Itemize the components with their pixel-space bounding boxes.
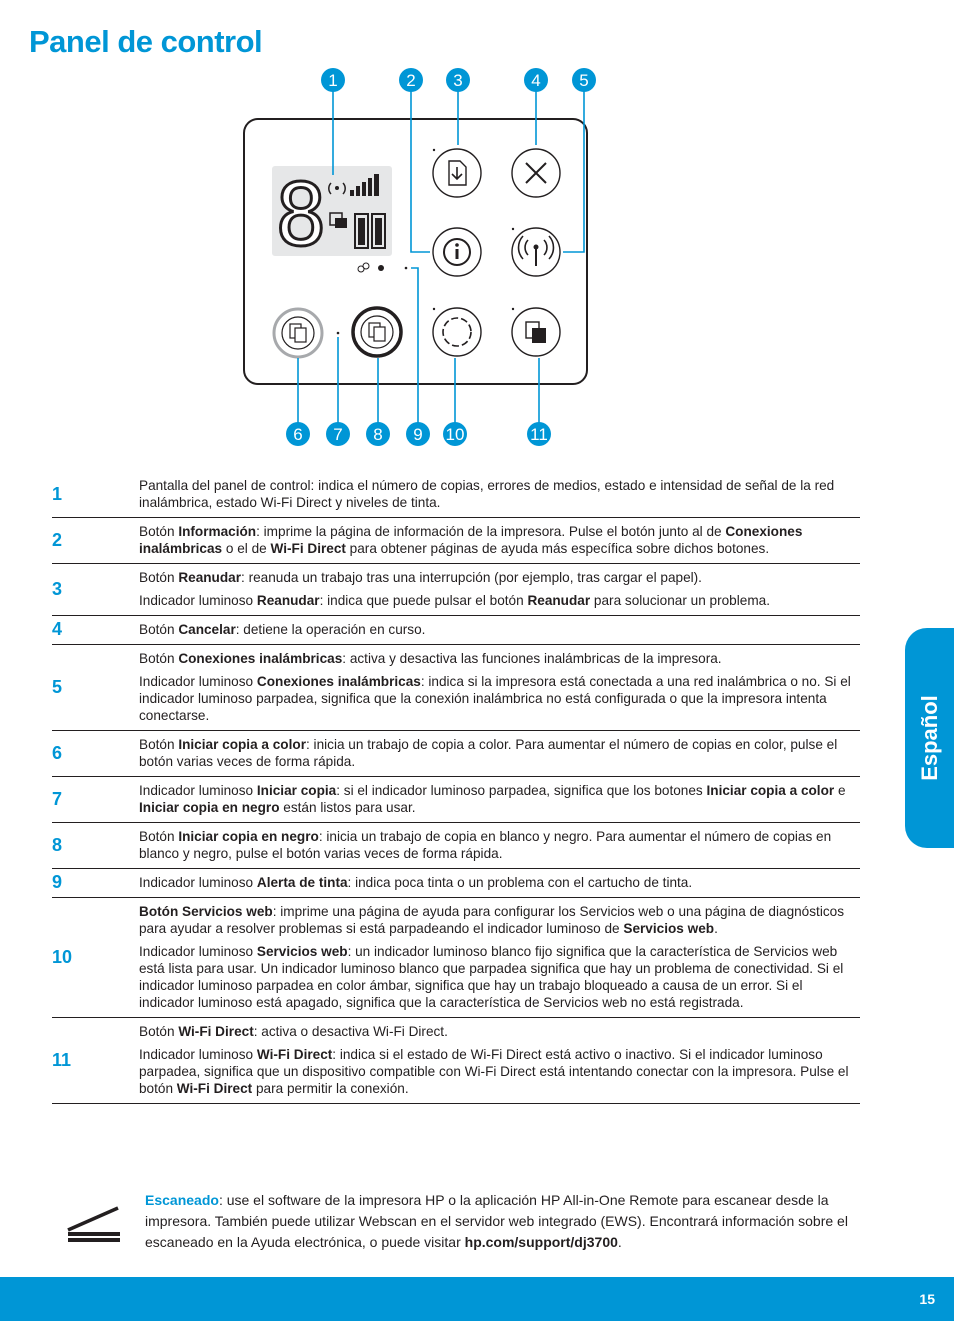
legend-row: [52, 645, 860, 731]
footer-bar: [0, 1277, 954, 1321]
legend-row: [52, 777, 860, 823]
legend-term: Información: [178, 524, 257, 539]
legend-number: 2: [52, 518, 139, 564]
legend-description: [139, 777, 860, 823]
svg-text:6: 6: [293, 425, 303, 444]
legend-number: 11: [52, 1018, 139, 1104]
legend-term: Iniciar copia en negro: [178, 829, 319, 844]
legend-text: Indicador luminoso: [139, 875, 257, 890]
start-copy-color-button[interactable]: [274, 309, 322, 357]
support-link[interactable]: hp.com/support/dj3700: [464, 1234, 618, 1250]
legend-number: 6: [52, 731, 139, 777]
svg-text:8: 8: [373, 425, 383, 444]
wifi-direct-button[interactable]: [512, 308, 560, 356]
callout-6: [286, 422, 310, 446]
svg-text:4: 4: [531, 71, 541, 90]
legend-paragraph: [139, 943, 860, 1011]
legend-term: Reanudar: [178, 570, 242, 585]
legend-term: Iniciar copia a color: [178, 737, 306, 752]
legend-description: [139, 898, 860, 1018]
callout-5: [572, 68, 596, 92]
wireless-button[interactable]: [512, 228, 560, 276]
legend-text: : inicia un trabajo de copia a color. Para aumentar el número de copias en color, pulse el botón varias veces de forma rápida.: [139, 737, 838, 769]
legend-text: Botón: [139, 1024, 179, 1039]
svg-text:2: 2: [406, 71, 416, 90]
svg-text:5: 5: [579, 71, 589, 90]
legend-term: Wi-Fi Direct: [176, 1081, 253, 1096]
callout-2: [399, 68, 423, 92]
legend-number: 9: [52, 869, 139, 898]
legend-text: : reanuda un trabajo tras una interrupción (por ejemplo, tras cargar el papel).: [241, 570, 702, 585]
callout-8: [366, 422, 390, 446]
callout-7: [326, 422, 350, 446]
callout-4: [524, 68, 548, 92]
legend-row: [52, 823, 860, 869]
legend-text: para obtener páginas de ayuda más específica sobre dichos botones.: [345, 541, 770, 556]
legend-text: Botón: [139, 829, 179, 844]
svg-text:11: 11: [530, 425, 548, 444]
legend-text: Indicador luminoso: [139, 674, 257, 689]
legend-term: Alerta de tinta: [256, 875, 348, 890]
legend-row: [52, 869, 860, 898]
legend-term: Conexiones inalámbricas: [178, 651, 343, 666]
legend-term: Wi-Fi Direct: [178, 1024, 254, 1039]
legend-description: [139, 869, 860, 898]
legend-number: 1: [52, 472, 139, 518]
legend-paragraph: [139, 650, 860, 667]
legend-paragraph: [139, 523, 860, 557]
legend-description: [139, 472, 860, 518]
legend-text: : un indicador luminoso blanco fijo significa que la característica de Servicios web está lista para usar. Un indicador luminoso blanco que parpadea significa que hay un problema de conectividad. Si el indicador luminoso parpadea en color ámbar, significa que hay un trabajo bloqueado a causa de un error. Si el indicador luminoso está apagado, significa que la característica de Servicios web no está registrada.: [139, 944, 844, 1010]
legend-text: : activa y desactiva las funciones inalámbricas de la impresora.: [342, 651, 722, 666]
svg-text:9: 9: [413, 425, 423, 444]
callout-10: [443, 422, 467, 446]
legend-number: 5: [52, 645, 139, 731]
legend-text: : imprime una página de ayuda para configurar los Servicios web o una página de diagnósticos para ayudar a resolver problemas si está parpadeando el indicador luminoso de: [139, 904, 844, 936]
page-number: 15: [919, 1291, 935, 1307]
legend-text: Botón: [139, 622, 179, 637]
legend-description: [139, 645, 860, 731]
legend-row: [52, 1018, 860, 1104]
legend-row: [52, 616, 860, 645]
legend-term: Wi-Fi Direct: [256, 1047, 333, 1062]
page-title: Panel de control: [29, 24, 263, 59]
legend-row: [52, 898, 860, 1018]
callout-9: [406, 422, 430, 446]
legend-term: Wi-Fi Direct: [270, 541, 346, 556]
legend-text: Botón: [139, 570, 179, 585]
legend-description: [139, 518, 860, 564]
legend-term: Servicios web: [623, 921, 715, 936]
legend-paragraph: [139, 569, 860, 586]
legend-text: Indicador luminoso: [139, 944, 257, 959]
legend-number: 4: [52, 616, 139, 645]
callout-3: [446, 68, 470, 92]
language-tab: [905, 628, 954, 848]
legend-text: están listos para usar.: [279, 800, 416, 815]
control-panel-diagram: [0, 0, 954, 460]
legend-text: : indica si el estado de Wi-Fi Direct está activo o inactivo. Si el indicador luminoso parpadea, significa que un dispositivo compatible con Wi-Fi Direct está intentando conectar con la impresora. Pulse el botón: [139, 1047, 849, 1096]
legend-text: : indica poca tinta o un problema con el cartucho de tinta.: [347, 875, 693, 890]
legend-text: : imprime la página de información de la impresora. Pulse el botón junto al de: [256, 524, 726, 539]
svg-text:3: 3: [453, 71, 463, 90]
language-tab-label: Español: [916, 695, 942, 781]
legend-term: Reanudar: [256, 593, 320, 608]
legend-term: Conexiones inalámbricas: [139, 524, 803, 556]
legend-description: [139, 1018, 860, 1104]
legend-paragraph: [139, 1023, 860, 1040]
information-button[interactable]: [433, 228, 481, 276]
legend-paragraph: [139, 782, 860, 816]
scan-text: : use el software de la impresora HP o la aplicación HP All-in-One Remote para escanear desde la impresora. También puede utilizar Webscan en el servidor web integrado (EWS). Encontrará información sobre el escaneado en la Ayuda electrónica, o puede visitar: [145, 1192, 848, 1250]
legend-description: [139, 731, 860, 777]
legend-description: [139, 616, 860, 645]
scanner-icon: [66, 1204, 122, 1244]
legend-text: para solucionar un problema.: [590, 593, 770, 608]
legend-text: Indicador luminoso: [139, 1047, 257, 1062]
legend-paragraph: [139, 828, 860, 862]
legend-text: .: [714, 921, 718, 936]
legend-paragraph: [139, 592, 860, 609]
scan-label: Escaneado: [145, 1192, 219, 1208]
legend-text: para permitir la conexión.: [252, 1081, 409, 1096]
legend-text: Botón: [139, 524, 179, 539]
start-copy-black-button[interactable]: [353, 308, 401, 356]
legend-text: Indicador luminoso: [139, 593, 257, 608]
web-services-button[interactable]: [433, 308, 481, 356]
legend-term: Servicios web: [256, 944, 348, 959]
legend-paragraph: [139, 903, 860, 937]
legend-text: : inicia un trabajo de copia en blanco y negro. Para aumentar el número de copias en blanco y negro, pulse el botón varias veces de forma rápida.: [139, 829, 832, 861]
legend-text: Indicador luminoso: [139, 783, 257, 798]
legend-number: 8: [52, 823, 139, 869]
resume-button[interactable]: [433, 149, 481, 197]
legend-row: [52, 564, 860, 616]
legend-term: Conexiones inalámbricas: [256, 674, 421, 689]
start-copy-indicator: [337, 332, 340, 335]
legend-text: Botón: [139, 651, 179, 666]
legend-text: : si el indicador luminoso parpadea, significa que los botones: [336, 783, 707, 798]
legend-text: Botón: [139, 737, 179, 752]
legend-row: [52, 472, 860, 518]
legend-description: [139, 823, 860, 869]
control-panel-display: [272, 166, 392, 266]
legend-paragraph: [139, 477, 860, 511]
scan-note: [145, 1190, 880, 1253]
legend-paragraph: [139, 673, 860, 724]
legend-text: e: [834, 783, 846, 798]
legend-text: : activa o desactiva Wi-Fi Direct.: [253, 1024, 448, 1039]
ink-alert-indicator: [358, 263, 407, 272]
legend-text: o el de: [222, 541, 271, 556]
callout-leaders: [298, 90, 584, 424]
legend-term: Reanudar: [527, 593, 591, 608]
legend-term: Iniciar copia a color: [706, 783, 835, 798]
legend-text: : indica que puede pulsar el botón: [319, 593, 528, 608]
legend-paragraph: [139, 621, 860, 638]
svg-text:10: 10: [445, 425, 465, 444]
scan-end: .: [617, 1234, 622, 1250]
legend-paragraph: [139, 736, 860, 770]
svg-text:1: 1: [328, 71, 338, 90]
cancel-button[interactable]: [512, 149, 560, 197]
legend-text: : indica si la impresora está conectada a una red inalámbrica o no. Si el indicador luminoso parpadea, significa que la conexión inalámbrica no está configurada o que la impresora intenta conectarse.: [139, 674, 851, 723]
legend-paragraph: [139, 874, 860, 891]
legend-term: Botón Servicios web: [139, 904, 273, 919]
callout-11: [527, 422, 551, 446]
legend-text: : detiene la operación en curso.: [235, 622, 426, 637]
legend-number: 7: [52, 777, 139, 823]
callout-1: [321, 68, 345, 92]
legend-number: 10: [52, 898, 139, 1018]
legend-text: Pantalla del panel de control: indica el número de copias, errores de medios, estado e intensidad de señal de la red inalámbrica, estado Wi-Fi Direct y niveles de tinta.: [139, 478, 835, 510]
legend-term: Iniciar copia en negro: [139, 800, 280, 815]
legend-term: Iniciar copia: [256, 783, 337, 798]
legend-row: [52, 731, 860, 777]
legend-row: [52, 518, 860, 564]
legend-table: [52, 472, 860, 1104]
legend-term: Cancelar: [178, 622, 236, 637]
legend-number: 3: [52, 564, 139, 616]
svg-text:7: 7: [333, 425, 343, 444]
display-digit: 8: [275, 166, 327, 266]
legend-description: [139, 564, 860, 616]
legend-paragraph: [139, 1046, 860, 1097]
